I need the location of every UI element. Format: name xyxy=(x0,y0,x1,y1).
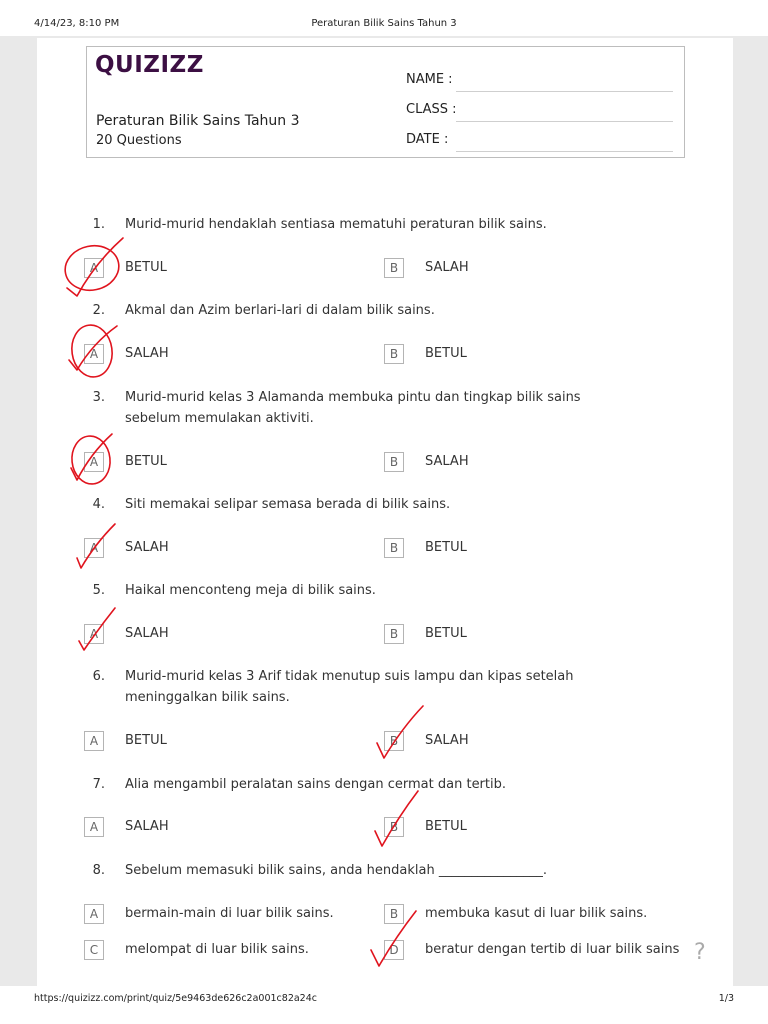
option-box-b[interactable]: B xyxy=(384,731,404,751)
option-text: SALAH xyxy=(125,540,169,555)
page-number: 1/3 xyxy=(718,993,734,1004)
print-title: Peraturan Bilik Sains Tahun 3 xyxy=(311,18,457,29)
option-box-b[interactable]: B xyxy=(384,258,404,278)
question-number: 1. xyxy=(92,217,105,232)
option-text: beratur dengan tertib di luar bilik sains xyxy=(425,942,680,957)
help-icon[interactable]: ? xyxy=(694,940,706,965)
class-label: CLASS : xyxy=(406,102,457,117)
handwritten-tick-mark xyxy=(71,434,112,480)
quizizz-logo: QUIZIZZ xyxy=(95,52,204,78)
option-text: BETUL xyxy=(425,819,467,834)
option-text: SALAH xyxy=(425,454,469,469)
option-text: BETUL xyxy=(425,626,467,641)
question-number: 2. xyxy=(92,303,105,318)
option-box-b[interactable]: B xyxy=(384,538,404,558)
handwritten-tick-mark xyxy=(77,524,115,568)
handwritten-tick-mark xyxy=(377,706,423,758)
question-text: Murid-murid hendaklah sentiasa mematuhi peraturan bilik sains. xyxy=(125,217,547,232)
option-text: BETUL xyxy=(125,733,167,748)
option-box-b[interactable]: B xyxy=(384,817,404,837)
quiz-title: Peraturan Bilik Sains Tahun 3 xyxy=(96,113,300,129)
print-url: https://quizizz.com/print/quiz/5e9463de626c2a001c82a24c xyxy=(34,993,317,1004)
option-text: bermain-main di luar bilik sains. xyxy=(125,906,334,921)
option-text: BETUL xyxy=(125,454,167,469)
option-text: SALAH xyxy=(125,626,169,641)
option-box-b[interactable]: B xyxy=(384,344,404,364)
question-number: 8. xyxy=(92,863,105,878)
option-box-a[interactable]: A xyxy=(84,452,104,472)
handwritten-circle-mark xyxy=(61,241,123,295)
question-number: 6. xyxy=(92,669,105,684)
question-text: Akmal dan Azim berlari-lari di dalam bilik sains. xyxy=(125,303,435,318)
question-text: Murid-murid kelas 3 Alamanda membuka pintu dan tingkap bilik sains sebelum memulakan aktiviti. xyxy=(125,390,581,426)
question-count: 20 Questions xyxy=(96,133,182,148)
option-text: SALAH xyxy=(425,733,469,748)
option-box-a[interactable]: A xyxy=(84,538,104,558)
option-box-b[interactable]: B xyxy=(384,452,404,472)
date-label: DATE : xyxy=(406,132,449,147)
handwritten-tick-mark xyxy=(371,911,416,966)
option-box-b[interactable]: B xyxy=(384,624,404,644)
option-text: BETUL xyxy=(125,260,167,275)
question-text: Murid-murid kelas 3 Arif tidak menutup suis lampu dan kipas setelah meninggalkan bilik sains. xyxy=(125,669,574,705)
name-label: NAME : xyxy=(406,72,453,87)
option-box-a[interactable]: A xyxy=(84,904,104,924)
question-number: 7. xyxy=(92,777,105,792)
print-datetime: 4/14/23, 8:10 PM xyxy=(34,18,120,29)
option-text: melompat di luar bilik sains. xyxy=(125,942,309,957)
option-box-a[interactable]: A xyxy=(84,817,104,837)
question-text: Sebelum memasuki bilik sains, anda hendaklah ________________. xyxy=(125,863,547,878)
option-box-a[interactable]: A xyxy=(84,624,104,644)
question-text: Haikal menconteng meja di bilik sains. xyxy=(125,583,376,598)
option-text: SALAH xyxy=(125,346,169,361)
option-text: SALAH xyxy=(425,260,469,275)
print-header xyxy=(0,0,768,36)
option-box-b[interactable]: B xyxy=(384,904,404,924)
option-text: BETUL xyxy=(425,346,467,361)
option-box-a[interactable]: A xyxy=(84,344,104,364)
handwritten-circle-mark xyxy=(69,322,116,379)
option-box-d[interactable]: D xyxy=(384,940,404,960)
question-text: Alia mengambil peralatan sains dengan cermat dan tertib. xyxy=(125,777,506,792)
question-number: 5. xyxy=(92,583,105,598)
worksheet-page xyxy=(37,38,733,986)
handwritten-tick-mark xyxy=(375,791,418,846)
print-footer xyxy=(0,986,768,1024)
option-box-a[interactable]: A xyxy=(84,258,104,278)
question-number: 4. xyxy=(92,497,105,512)
option-box-a[interactable]: A xyxy=(84,731,104,751)
option-text: SALAH xyxy=(125,819,169,834)
option-text: BETUL xyxy=(425,540,467,555)
option-text: membuka kasut di luar bilik sains. xyxy=(425,906,648,921)
handwritten-marks xyxy=(37,38,733,986)
handwritten-tick-mark xyxy=(79,608,115,650)
question-text: Siti memakai selipar semasa berada di bilik sains. xyxy=(125,497,451,512)
option-box-c[interactable]: C xyxy=(84,940,104,960)
question-number: 3. xyxy=(92,390,105,405)
